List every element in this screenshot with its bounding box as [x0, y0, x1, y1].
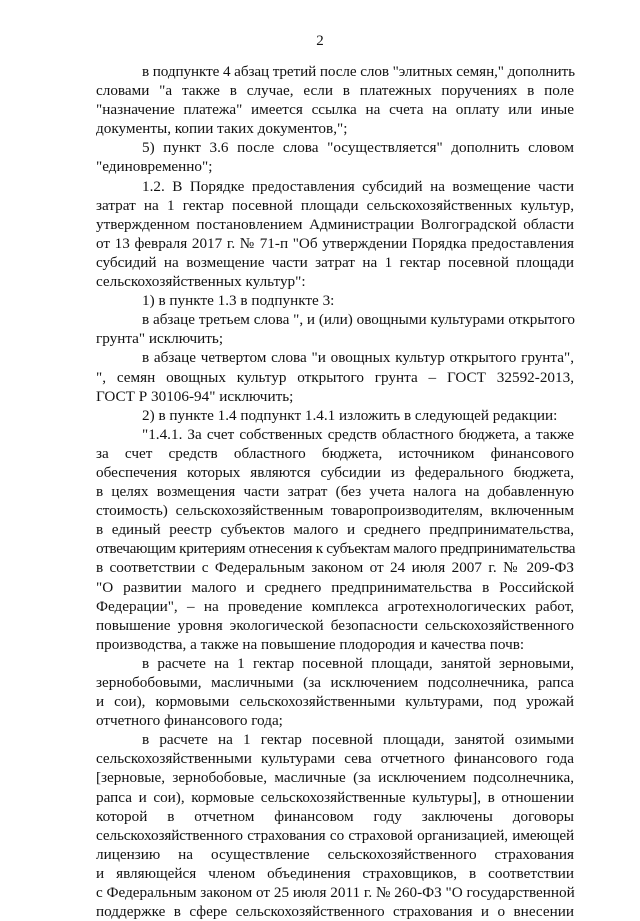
- text-line: утвержденном постановлением Администрации Волгоградской области: [96, 215, 574, 233]
- text-line: отчетного финансового года;: [96, 712, 283, 730]
- text-line: "единовременно";: [96, 158, 213, 176]
- text-line: с Федеральным законом от 25 июля 2011 г. № 260-ФЗ "О государственной: [96, 884, 575, 902]
- text-line: грунта" исключить;: [96, 330, 224, 348]
- text-line: ", семян овощных культур открытого грунта – ГОСТ 32592-2013,: [96, 368, 574, 386]
- text-line: "1.4.1. За счет собственных средств областного бюджета, а также: [142, 425, 574, 443]
- text-line: затрат на 1 гектар посевной площади сельскохозяйственных культур,: [96, 196, 574, 214]
- text-line: сельскохозяйственными культурами сева отчетного финансового года: [96, 750, 574, 768]
- text-line: 1) в пункте 1.3 в подпункте 3:: [142, 292, 335, 310]
- text-line: в подпункте 4 абзац третий после слов "элитных семян," дополнить: [142, 63, 575, 80]
- text-line: обеспечения которых являются субсидии из федерального бюджета,: [96, 463, 574, 481]
- text-line: 1.2. В Порядке предоставления субсидий на возмещение части: [142, 177, 574, 195]
- text-line: и сои), кормовыми сельскохозяйственными культурами, под урожай: [96, 693, 574, 711]
- text-line: "О развитии малого и среднего предпринимательства в Российской: [96, 578, 574, 596]
- text-line: повышение уровня экологической безопасности сельскохозяйственного: [96, 616, 574, 634]
- text-line: 5) пункт 3.6 после слова "осуществляется" дополнить словом: [142, 139, 574, 157]
- text-line: "назначение платежа" имеется ссылка на счета на оплату или иные: [96, 101, 574, 119]
- text-line: в абзаце третьем слова ", и (или) овощными культурами открытого: [142, 311, 576, 329]
- text-line: и являющейся членом объединения страховщиков, в соответствии: [96, 864, 574, 882]
- text-line: в расчете на 1 гектар посевной площади, занятой озимыми: [142, 731, 574, 749]
- text-line: в абзаце четвертом слова "и овощных культур открытого грунта",: [142, 349, 574, 367]
- text-line: ГОСТ Р 30106-94" исключить;: [96, 387, 294, 405]
- text-line: 2) в пункте 1.4 подпункт 1.4.1 изложить в следующей редакции:: [142, 406, 558, 424]
- text-line: зернобобовыми, масличными (за исключением подсолнечника, рапса: [96, 674, 574, 691]
- text-line: субсидий на возмещение части затрат на 1 гектар посевной площади: [96, 253, 574, 271]
- text-line: документы, копии таких документов,";: [96, 120, 348, 138]
- text-line: в единый реестр субъектов малого и среднего предпринимательства,: [96, 521, 574, 539]
- text-line: за счет средств областного бюджета, источником финансового: [96, 444, 574, 462]
- text-line: сельскохозяйственных культур":: [96, 273, 306, 291]
- text-line: производства, а также на повышение плодородия и качества почв:: [96, 635, 525, 653]
- page-number: 2: [316, 33, 324, 49]
- text-line: поддержке в сфере сельскохозяйственного страхования и о внесении: [96, 903, 574, 921]
- text-line: в целях возмещения части затрат (без учета налога на добавленную: [96, 483, 574, 501]
- text-line: которой в отчетном финансовом году заключены договоры: [96, 807, 574, 825]
- text-line: сельскохозяйственного страхования со страховой организацией, имеющей: [96, 826, 574, 844]
- text-line: [зерновые, зернобобовые, масличные (за исключением подсолнечника,: [96, 769, 574, 787]
- text-line: отвечающим критериям отнесения к субъектам малого предпринимательства: [96, 540, 576, 558]
- text-line: Федерации", – на проведение комплекса агротехнологических работ,: [96, 597, 574, 615]
- text-line: рапса и сои), кормовые сельскохозяйственные культуры], в отношении: [96, 788, 574, 806]
- text-line: лицензию на осуществление сельскохозяйственного страхования: [96, 845, 574, 863]
- text-line: в расчете на 1 гектар посевной площади, занятой зерновыми,: [142, 654, 574, 672]
- text-line: словами "а также в случае, если в платежных поручениях в поле: [96, 82, 574, 100]
- text-line: в соответствии с Федеральным законом от 24 июля 2007 г. № 209-ФЗ: [96, 559, 574, 577]
- document-body: [96, 62, 574, 921]
- text-line: от 13 февраля 2017 г. № 71-п "Об утверждении Порядка предоставления: [96, 234, 574, 252]
- text-line: стоимость) сельскохозяйственным товаропроизводителям, включенным: [96, 502, 574, 520]
